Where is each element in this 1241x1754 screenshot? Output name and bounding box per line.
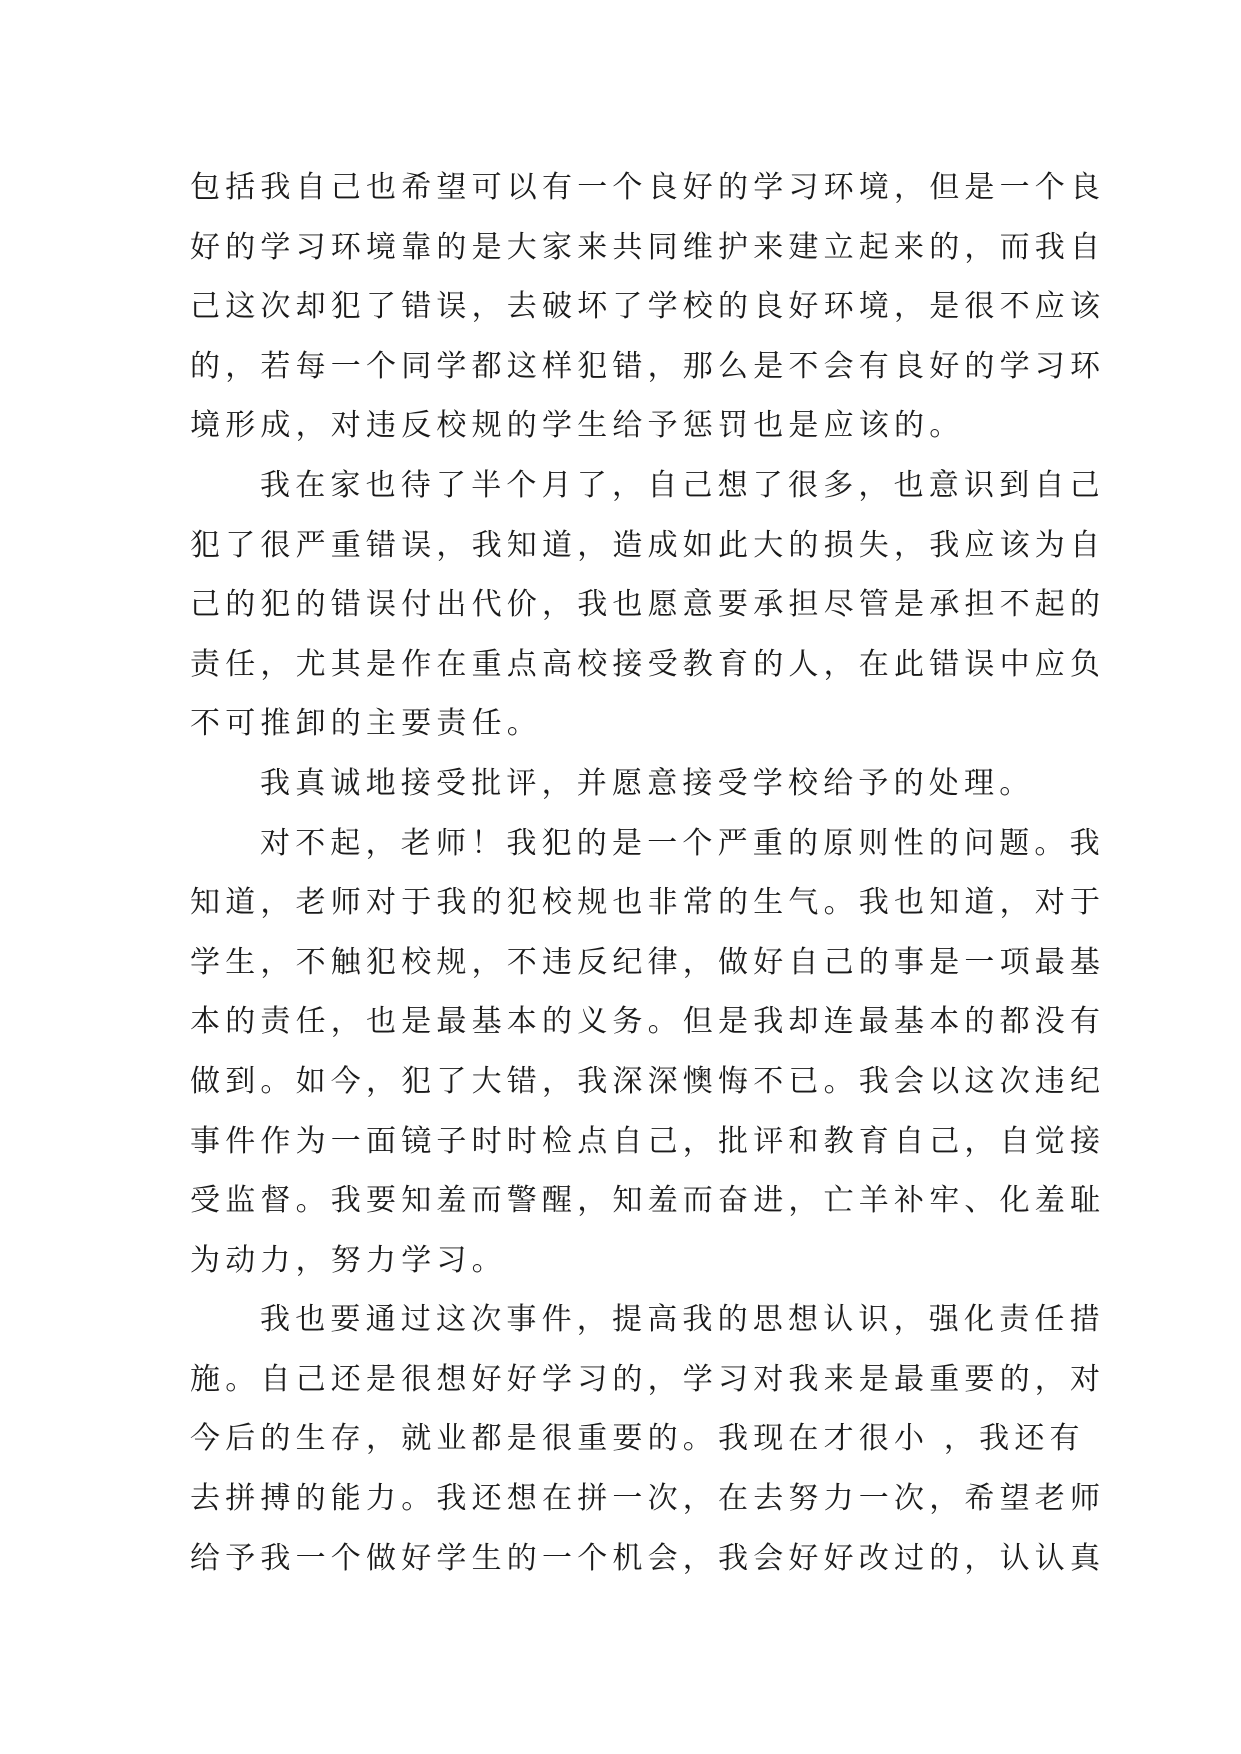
text-line: 施。自己还是很想好好学习的，学习对我来是最重要的，对 [190,1361,1106,1397]
text-line: 我也要通过这次事件，提高我的思想认识，强化责任措 [260,1302,1105,1338]
text-line: 为动力，努力学习。 [190,1242,507,1278]
paragraph-3 [190,754,1052,814]
text-line: 知道，老师对于我的犯校规也非常的生气。我也知道，对于 [190,885,1106,921]
text-line: 受监督。我要知羞而警醒，知羞而奋进，亡羊补牢、化羞耻 [190,1183,1106,1219]
text-line: 好的学习环境靠的是大家来共同维护来建立起来的，而我自 [190,229,1106,265]
text-line: 包括我自己也希望可以有一个良好的学习环境，但是一个良 [190,170,1106,205]
text-line: 去拼搏的能力。我还想在拼一次，在去努力一次，希望老师 [190,1481,1106,1517]
text-line: 犯了很严重错误，我知道，造成如此大的损失，我应该为自 [190,527,1106,563]
document-body [190,158,1106,1588]
text-line: 的，若每一个同学都这样犯错，那么是不会有良好的学习环 [190,348,1106,384]
text-line: 不可推卸的主要责任。 [190,706,542,742]
text-line: 境形成，对违反校规的学生给予惩罚也是应该的。 [190,408,965,444]
text-line: 今后的生存，就业都是很重要的。我现在才很小 ，我还有 [190,1421,1085,1457]
text-line: 对不起，老师！我犯的是一个严重的原则性的问题。我 [260,825,1105,861]
text-line: 学生，不触犯校规，不违反纪律，做好自己的事是一项最基 [190,944,1106,980]
text-line: 我真诚地接受批评，并愿意接受学校给予的处理。 [260,765,1035,801]
text-line: 己的犯的错误付出代价，我也愿意要承担尽管是承担不起的 [190,587,1106,623]
text-line: 事件作为一面镜子时时检点自己，批评和教育自己，自觉接 [190,1123,1106,1159]
text-line: 责任，尤其是作在重点高校接受教育的人，在此错误中应负 [190,646,1106,682]
text-line: 我在家也待了半个月了，自己想了很多，也意识到自己 [260,467,1105,503]
text-line: 给予我一个做好学生的一个机会，我会好好改过的，认认真 [190,1540,1106,1576]
text-line: 做到。如今，犯了大错，我深深懊悔不已。我会以这次违纪 [190,1063,1106,1099]
paragraph-4 [190,814,1106,1291]
text-line: 己这次却犯了错误，去破坏了学校的良好环境，是很不应该 [190,289,1106,325]
paragraph-2 [190,456,1106,754]
paragraph-1 [190,158,1106,456]
text-line: 本的责任，也是最基本的义务。但是我却连最基本的都没有 [190,1004,1106,1040]
paragraph-5 [190,1290,1106,1588]
